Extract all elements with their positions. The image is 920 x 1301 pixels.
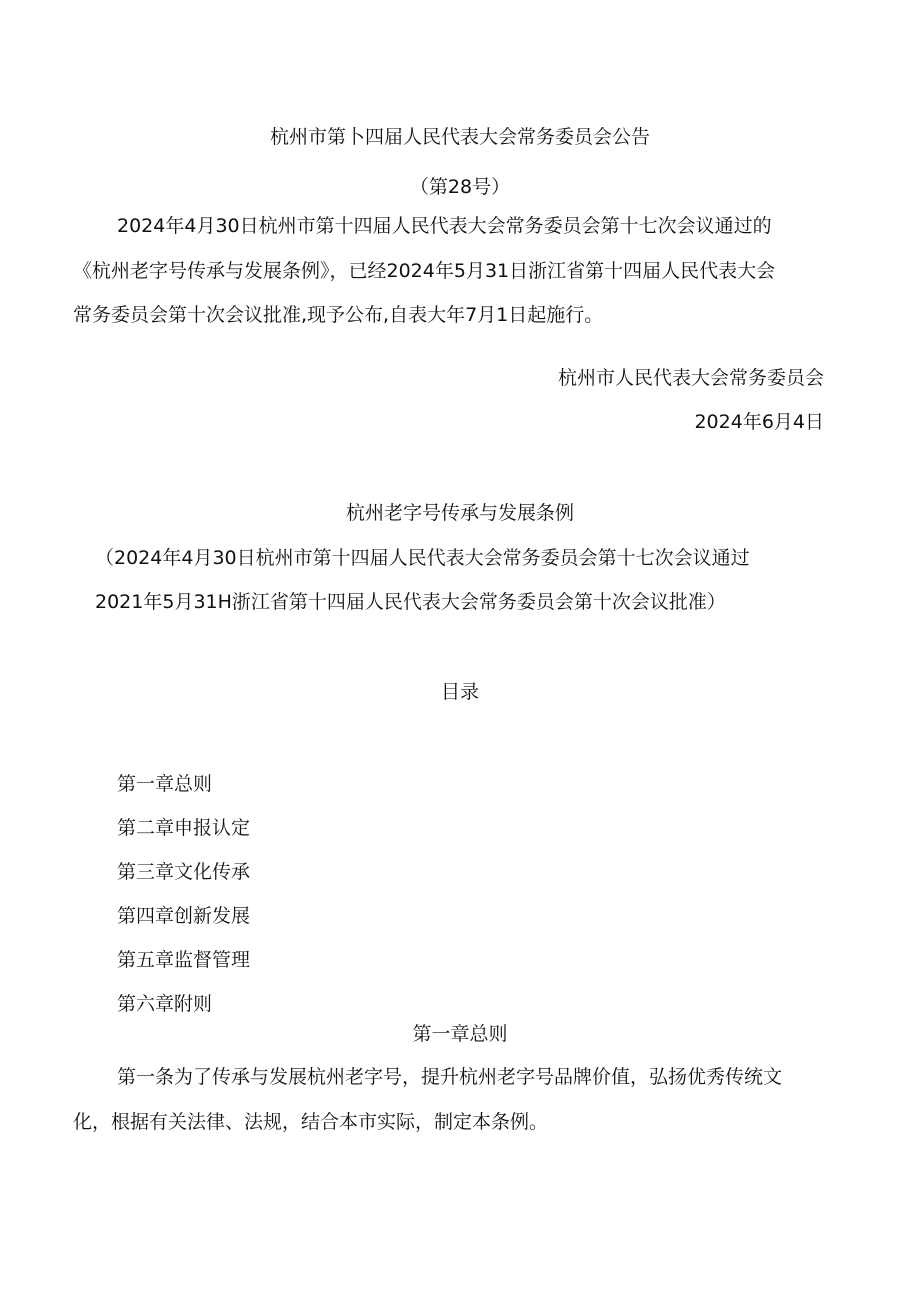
regulation-adoption-line: （2024年4月30日杭州市第十四届人民代表大会常务委员会第十七次会议通过 [95, 547, 750, 569]
regulation-title: 杭州老字号传承与发展条例 [345, 502, 574, 524]
toc-item: 第五章监督管理 [117, 949, 251, 971]
toc-item: 第六章附则 [117, 993, 213, 1015]
notice-number: （第28号） [409, 176, 511, 198]
notice-body-line: 2024年4月30日杭州市第十四届人民代表大会常务委员会第十七次会议通过的 [117, 215, 772, 237]
article-line: 第一条为了传承与发展杭州老字号，提升杭州老字号品牌价值，弘扬优秀传统文 [117, 1066, 783, 1088]
article-line: 化，根据有关法律、法规，结合本市实际，制定本条例。 [73, 1111, 549, 1133]
notice-title: 杭州市第卜四届人民代表大会常务委员会公告 [269, 126, 650, 148]
regulation-adoption-line: 2021年5月31H浙江省第十四届人民代表大会常务委员会第十次会议批准） [95, 591, 726, 613]
toc-item: 第二章申报认定 [117, 817, 251, 839]
notice-body-line: 《杭州老字号传承与发展条例》，已经2024年5月31日浙江省第十四届人民代表大会 [73, 260, 776, 282]
notice-date: 2024年6月4日 [694, 411, 824, 433]
notice-body-line: 常务委员会第十次会议批准,现予公布,自表大年7月1日起施行。 [73, 304, 604, 326]
chapter-title: 第一章总则 [412, 1023, 508, 1045]
toc-item: 第三章文化传承 [117, 861, 251, 883]
notice-issuer: 杭州市人民代表大会常务委员会 [557, 367, 824, 389]
toc-title: 目录 [440, 681, 479, 703]
toc-item: 第一章总则 [117, 773, 213, 795]
toc-item: 第四章创新发展 [117, 905, 251, 927]
